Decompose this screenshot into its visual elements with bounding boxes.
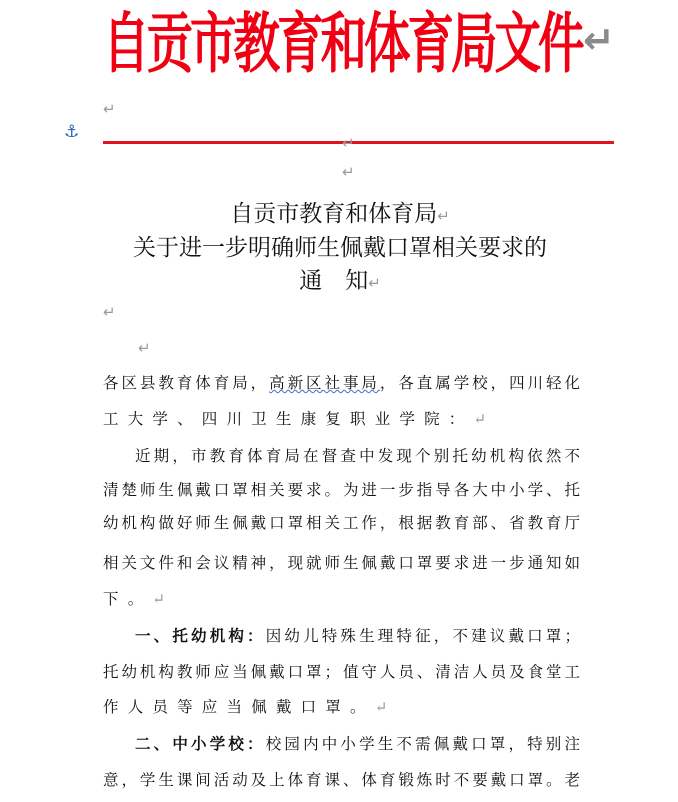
notice-title-line3: 通 知↵ xyxy=(299,268,381,294)
anchor-icon[interactable]: ⚓ xyxy=(64,122,80,142)
addressee-line: 各区县教育体育局，高新区社事局，各直属学校，四川轻化 xyxy=(103,374,580,392)
paragraph-mark-icon: ↵ xyxy=(138,339,151,357)
paragraph-mark-icon: ↵ xyxy=(583,18,615,62)
body-line: 近期，市教育体育局在督查中发现个别托幼机构依然不 xyxy=(135,447,580,465)
body-line: 幼机构做好师生佩戴口罩相关工作，根据教育部、省教育厅 xyxy=(103,514,580,532)
paragraph-mark-icon: ↵ xyxy=(342,134,355,152)
section-2-heading: 二、中小学校： xyxy=(135,735,266,753)
section-1-heading: 一、托幼机构： xyxy=(135,627,266,645)
section-2-line: 二、中小学校：校园内中小学生不需佩戴口罩，特别注 xyxy=(135,735,580,753)
section-1-line: 托幼机构教师应当佩戴口罩；值守人员、清洁人员及食堂工 xyxy=(103,663,580,681)
body-line: 清楚师生佩戴口罩相关要求。为进一步指导各大中小学、托 xyxy=(103,481,580,499)
document-header-title: 自贡市教育和体育局文件 xyxy=(103,8,582,81)
body-line: 下。↵ xyxy=(103,590,175,608)
paragraph-mark-icon: ↵ xyxy=(103,100,116,118)
paragraph-mark-icon: ↵ xyxy=(342,163,355,181)
section-1-line: 作人员等应当佩戴口罩。↵ xyxy=(103,698,397,716)
paragraph-mark-icon: ↵ xyxy=(103,303,116,321)
section-1-line: 一、托幼机构：因幼儿特殊生理特征，不建议戴口罩； xyxy=(135,627,580,645)
notice-title-line2: 关于进一步明确师生佩戴口罩相关要求的 xyxy=(133,235,547,261)
red-divider-line xyxy=(103,141,614,144)
addressee-line: 工大学、四川卫生康复职业学院：↵ xyxy=(103,410,496,428)
body-line: 相关文件和会议精神，现就师生佩戴口罩要求进一步通知如 xyxy=(103,554,580,572)
notice-title-line1: 自贡市教育和体育局↵ xyxy=(230,201,450,227)
section-2-line: 意，学生课间活动及上体育课、体育锻炼时不要戴口罩。老 xyxy=(103,771,580,789)
